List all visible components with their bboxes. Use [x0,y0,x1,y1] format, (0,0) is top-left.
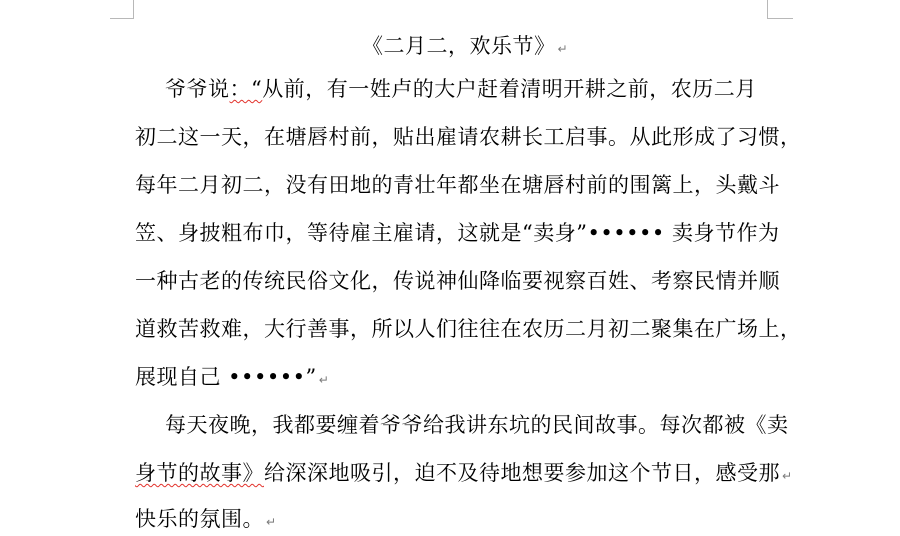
line-text: 笠、身披粗布巾，等待雇主雇请，这就是“卖身”•••••• 卖身节作为 [135,221,780,245]
paragraph-mark-icon: ↵ [318,373,330,387]
paragraph-line [135,459,793,490]
line-text: 初二这一天，在塘唇村前，贴出雇请农耕长工启事。从此形成了习惯， [135,125,802,149]
paragraph-line [135,505,277,536]
line-text: 每天夜晚，我都要缠着爷爷给我讲东坑的民间故事。每次都被《卖 [165,413,789,437]
line-text: 爷爷说 [165,77,230,101]
line-text: 道救苦救难，大行善事，所以人们往往在农历二月初二聚集在广场上， [135,317,802,341]
paragraph-mark-icon: ↵ [266,515,277,529]
paragraph-line [135,363,329,394]
paragraph-line [135,315,802,343]
crop-mark-top-left-horizontal [110,18,134,19]
line-text: 从前，有一姓卢的大户赶着清明开耕之前，农历二月 [262,77,757,101]
paragraph-mark-icon: ↵ [557,42,569,56]
line-text: 展现自己 ••••••” [135,365,317,389]
spell-check-marked-text: ：“ [229,77,263,101]
crop-mark-top-right-horizontal [767,18,793,19]
paragraph-line [165,75,757,103]
paragraph-line [135,123,802,151]
spell-check-marked-text: 身节的故事》 [135,461,264,485]
crop-mark-top-right-vertical [767,0,768,18]
paragraph-mark-icon: ↵ [782,469,793,483]
document-title [362,32,568,63]
title-text: 《二月二，欢乐节》 [362,34,556,58]
line-text: 快乐的氛围。 [135,507,264,531]
paragraph-line [135,171,780,199]
crop-mark-top-left-vertical [133,0,134,18]
paragraph-line [165,411,789,439]
paragraph-line [135,219,779,247]
paragraph-line [135,267,780,295]
line-text: 每年二月初二，没有田地的青壮年都坐在塘唇村前的围篱上，头戴斗 [135,173,780,197]
line-text: 一种古老的传统民俗文化，传说神仙降临要视察百姓、考察民情并顺 [135,269,780,293]
line-text: 给深深地吸引，迫不及待地想要参加这个节日，感受那 [264,461,780,485]
